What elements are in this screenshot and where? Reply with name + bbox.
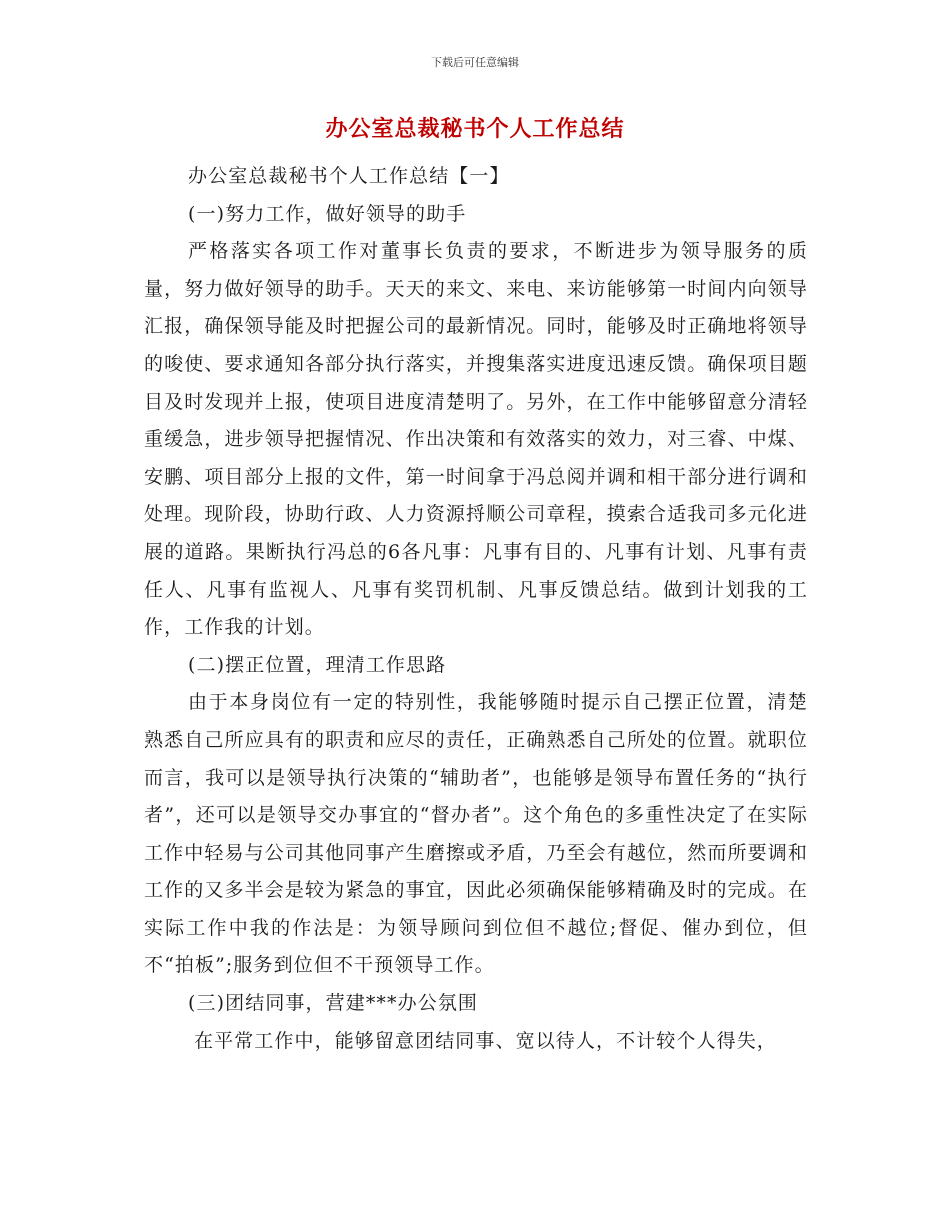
document-body: [144, 158, 808, 1060]
section-3-heading: (三)团结同事，营建***办公氛围: [188, 992, 479, 1015]
section-1-heading: (一)努力工作，做好领导的助手: [188, 202, 467, 225]
sub-title: 办公室总裁秘书个人工作总结【一】: [188, 165, 510, 187]
section-2-heading: (二)摆正位置，理清工作思路: [188, 653, 447, 676]
document-title: 办公室总裁秘书个人工作总结: [325, 116, 625, 142]
header-note: 下载后可任意编辑: [431, 56, 519, 69]
section-2-paragraph: 由于本身岗位有一定的特别性，我能够随时提示自己摆正位置，清楚熟悉自己所应具有的职责和应尽的责任，正确熟悉自己所处的位置。就职位而言，我可以是领导执行决策的“辅助者”，也能够是领导布置任务的“执行者”，还可以是领导交办事宜的“督办者”。这个角色的多重性决定了在实际工作中轻易与公司其他同事产生磨擦或矛盾，乃至会有越位，然而所要调和工作的又多半会是较为紧急的事宜，因此必须确保能够精确及时的完成。在实际工作中我的作法是：为领导顾问到位但不越位;督促、催办到位，但不“拍板”;服务到位但不干预领导工作。: [144, 691, 808, 977]
section-3-paragraph: 在平常工作中，能够留意团结同事、宽以待人，不计较个人得失，: [194, 1029, 777, 1052]
section-1-paragraph: 严格落实各项工作对董事长负责的要求，不断进步为领导服务的质量，努力做好领导的助手。天天的来文、来电、来访能够第一时间内向领导汇报，确保领导能及时把握公司的最新情况。同时，能够及时正确地将领导的唆使、要求通知各部分执行落实，并搜集落实进度迅速反馈。确保项目题目及时发现并上报，使项目进度清楚明了。另外，在工作中能够留意分清轻重缓急，进步领导把握情况、作出决策和有效落实的效力，对三睿、中煤、安鹏、项目部分上报的文件，第一时间拿于冯总阅并调和相干部分进行调和处理。现阶段，协助行政、人力资源捋顺公司章程，摸索合适我司多元化进展的道路。果断执行冯总的6各凡事：凡事有目的、凡事有计划、凡事有责任人、凡事有监视人、凡事有奖罚机制、凡事反馈总结。做到计划我的工作，工作我的计划。: [144, 240, 808, 639]
